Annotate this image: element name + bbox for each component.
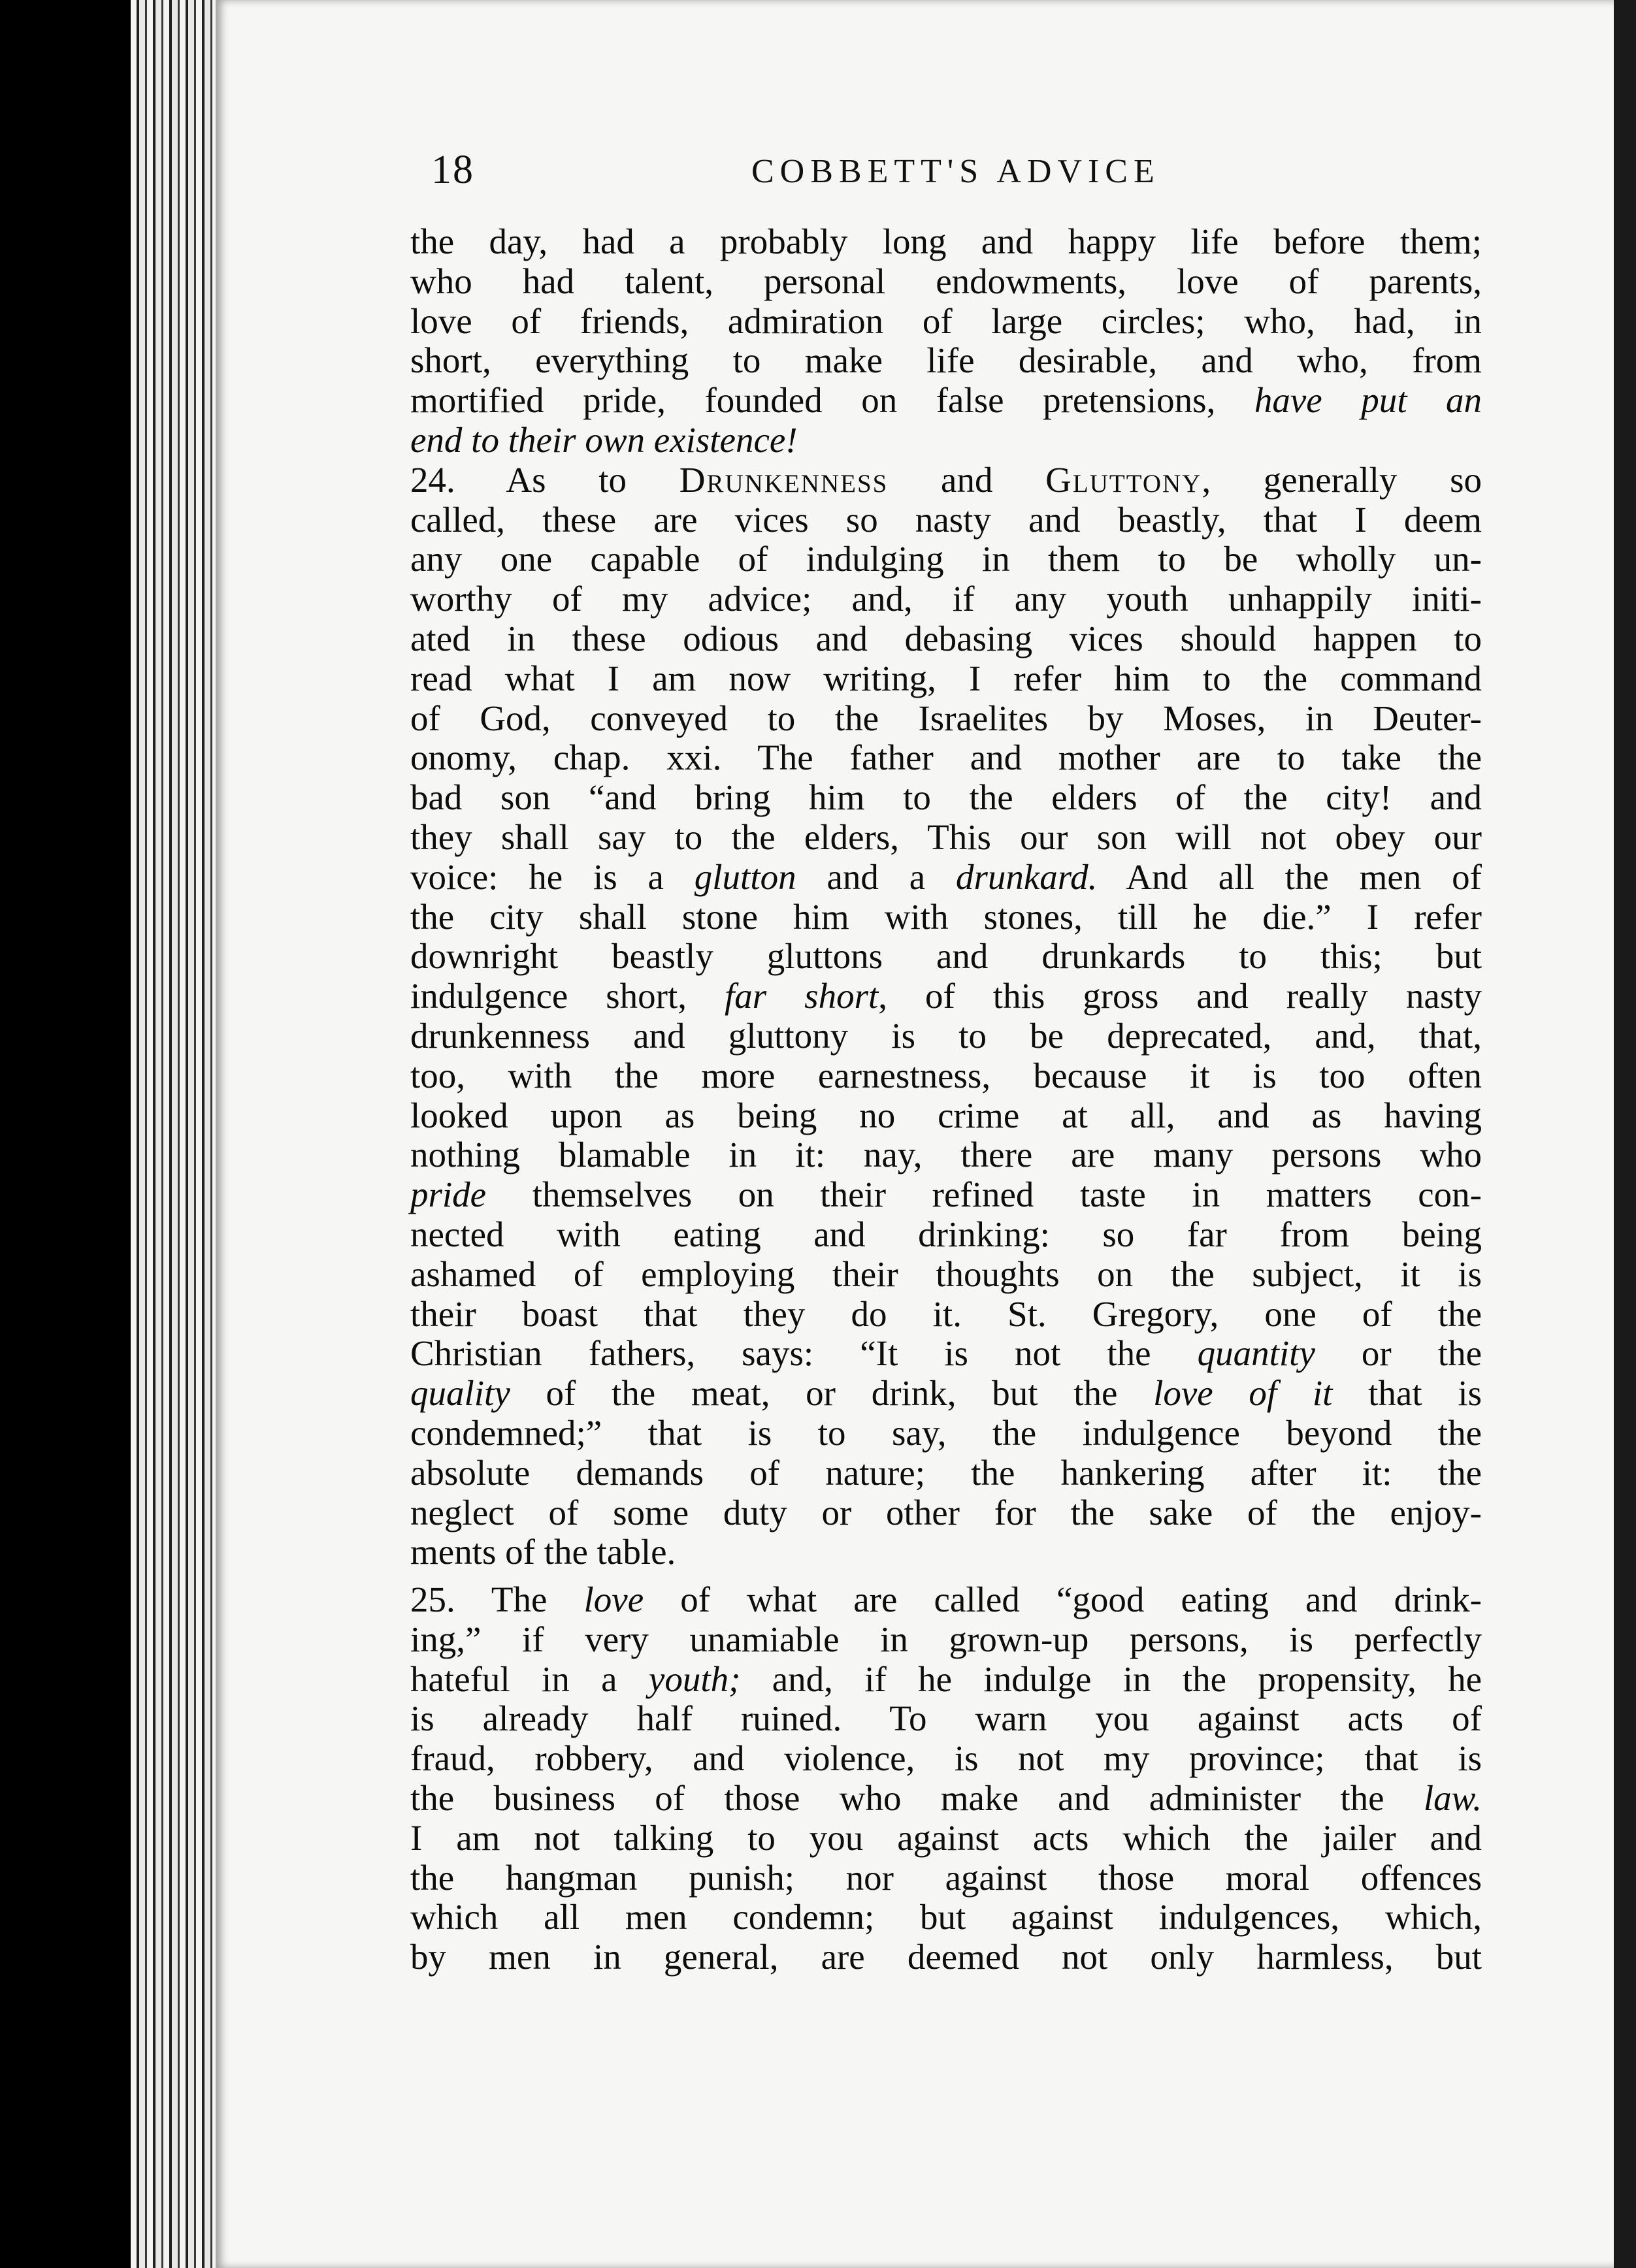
text-run: nothing blamable in it: nay, there are many persons who	[410, 1135, 1482, 1175]
text-line	[410, 1295, 1482, 1335]
text-line	[410, 1532, 1482, 1572]
text-run: who had talent, personal endowments, love of parents,	[410, 261, 1482, 301]
text-line	[410, 858, 1482, 898]
text-line	[410, 302, 1482, 342]
italic-text: quantity	[1197, 1333, 1315, 1374]
page-number: 18	[431, 148, 474, 192]
text-run: fraud, robbery, and violence, is not my province; that is	[410, 1738, 1482, 1779]
text-run: , generally so	[1202, 459, 1482, 500]
text-run: , of this gross and really nasty	[878, 976, 1482, 1016]
text-line	[410, 1453, 1482, 1493]
text-line	[410, 381, 1482, 421]
text-line	[410, 977, 1482, 1016]
text-run: looked upon as being no crime at all, and as having	[410, 1095, 1482, 1135]
text-run: worthy of my advice; and, if any youth unhappily initi-	[410, 579, 1482, 619]
italic-text: drunkard.	[955, 856, 1098, 897]
text-line	[410, 1620, 1482, 1660]
body-text	[410, 222, 1482, 1977]
text-run: bad son “and bring him to the elders of the city! and	[410, 777, 1482, 818]
text-line	[410, 778, 1482, 818]
text-run: love of friends, admiration of large circles; who, had, in	[410, 300, 1482, 341]
text-run: indulgence short,	[410, 976, 725, 1016]
italic-text: far short	[725, 976, 879, 1016]
text-run: by men in general, are deemed not only harmless, but	[410, 1937, 1482, 1977]
text-run: absolute demands of nature; the hankering after it: the	[410, 1452, 1482, 1493]
text-line	[410, 262, 1482, 302]
text-line	[410, 818, 1482, 858]
text-run: which all men condemn; but against indulgences, which,	[410, 1897, 1482, 1937]
text-run: read what I am now writing, I refer him to the command	[410, 658, 1482, 698]
text-line	[410, 1739, 1482, 1779]
text-run: their boast that they do it. St. Gregory, one of the	[410, 1293, 1482, 1334]
text-run: neglect of some duty or other for the sake of the enjoy-	[410, 1492, 1482, 1532]
text-line	[410, 1135, 1482, 1175]
text-line	[410, 1699, 1482, 1739]
text-run: short, everything to make life desirable, and who, from	[410, 340, 1482, 381]
text-run: of God, conveyed to the Israelites by Moses, in Deuter-	[410, 698, 1482, 738]
text-line	[410, 898, 1482, 937]
running-title: COBBETT'S ADVICE	[751, 153, 1160, 190]
text-run: And all the men of	[1097, 856, 1482, 897]
text-line	[410, 1414, 1482, 1453]
text-line	[410, 461, 1482, 500]
text-run: ashamed of employing their thoughts on the subject, it is	[410, 1254, 1482, 1294]
italic-text: have put an	[1254, 380, 1482, 421]
text-line	[410, 1374, 1482, 1414]
text-line	[410, 500, 1482, 540]
text-line	[410, 619, 1482, 659]
text-line	[410, 341, 1482, 381]
text-run: the hangman punish; nor against those moral offences	[410, 1857, 1482, 1898]
text-run: ated in these odious and debasing vices should happen to	[410, 618, 1482, 658]
page-header	[431, 147, 1450, 199]
text-line	[410, 1493, 1482, 1533]
small-caps-text: Gluttony	[1045, 459, 1202, 500]
text-run: ments of the table.	[410, 1532, 676, 1572]
text-line	[410, 1937, 1482, 1977]
italic-text: end to their own existence!	[410, 419, 798, 460]
text-run: of what are called “good eating and drink-	[644, 1580, 1482, 1620]
text-run: and, if he indulge in the propensity, he	[740, 1659, 1482, 1699]
small-caps-text: Drunkenness	[679, 459, 889, 500]
text-run: they shall say to the elders, This our son will not obey our	[410, 817, 1482, 857]
text-run: called, these are vices so nasty and beastly, that I deem	[410, 499, 1482, 540]
text-run: I am not talking to you against acts which the jailer and	[410, 1817, 1482, 1858]
italic-text: law.	[1423, 1778, 1482, 1819]
text-line	[410, 1898, 1482, 1937]
text-run: or the	[1315, 1333, 1482, 1374]
text-line	[410, 937, 1482, 977]
text-line	[410, 1255, 1482, 1295]
text-line	[410, 1858, 1482, 1898]
text-line	[410, 1096, 1482, 1136]
text-line	[410, 1175, 1482, 1215]
text-run: that is	[1332, 1373, 1482, 1414]
text-line	[410, 579, 1482, 619]
text-run: mortified pride, founded on false pretensions,	[410, 380, 1254, 421]
text-line	[410, 659, 1482, 699]
italic-text: love of it	[1153, 1373, 1333, 1414]
text-line	[410, 1779, 1482, 1819]
text-line	[410, 1819, 1482, 1858]
text-run: downright beastly gluttons and drunkards to this; but	[410, 936, 1482, 977]
text-line	[410, 1580, 1482, 1620]
text-run: the day, had a probably long and happy life before them;	[410, 221, 1482, 261]
text-run: voice: he is a	[410, 856, 695, 897]
text-line	[410, 1334, 1482, 1374]
text-run: ing,” if very unamiable in grown-up persons, is perfectly	[410, 1619, 1482, 1659]
page-shadow	[1614, 0, 1636, 2268]
text-run: of the meat, or drink, but the	[510, 1373, 1154, 1414]
text-line	[410, 699, 1482, 739]
text-run: 25. The	[410, 1580, 584, 1620]
italic-text: quality	[410, 1373, 510, 1414]
text-line	[410, 1660, 1482, 1700]
text-line	[410, 1056, 1482, 1096]
text-run: 24. As to	[410, 459, 679, 500]
text-run: Christian fathers, says: “It is not the	[410, 1333, 1198, 1374]
text-run: is already half ruined. To warn you against acts of	[410, 1698, 1482, 1739]
text-line	[410, 421, 1482, 461]
text-run: hateful in a	[410, 1659, 649, 1699]
text-run: onomy, chap. xxi. The father and mother are to take the	[410, 737, 1482, 778]
text-run: themselves on their refined taste in matters con-	[486, 1174, 1482, 1215]
text-line	[410, 222, 1482, 262]
text-run: nected with eating and drinking: so far from being	[410, 1214, 1482, 1254]
text-line	[410, 540, 1482, 579]
italic-text: pride	[410, 1174, 487, 1215]
text-run: condemned;” that is to say, the indulgence beyond the	[410, 1412, 1482, 1453]
italic-text: love	[583, 1580, 644, 1620]
text-line	[410, 738, 1482, 778]
italic-text: youth;	[648, 1659, 741, 1699]
text-line	[410, 1016, 1482, 1056]
italic-text: glutton	[694, 856, 796, 897]
text-run: any one capable of indulging in them to be wholly un-	[410, 539, 1482, 579]
text-run: and a	[796, 856, 956, 897]
text-run: drunkenness and gluttony is to be deprecated, and, that,	[410, 1015, 1482, 1056]
text-line	[410, 1215, 1482, 1255]
text-run: and	[888, 459, 1046, 500]
text-run: the business of those who make and administer the	[410, 1778, 1424, 1819]
text-run: the city shall stone him with stones, till he die.” I refer	[410, 896, 1482, 937]
text-run: too, with the more earnestness, because it is too often	[410, 1055, 1482, 1095]
